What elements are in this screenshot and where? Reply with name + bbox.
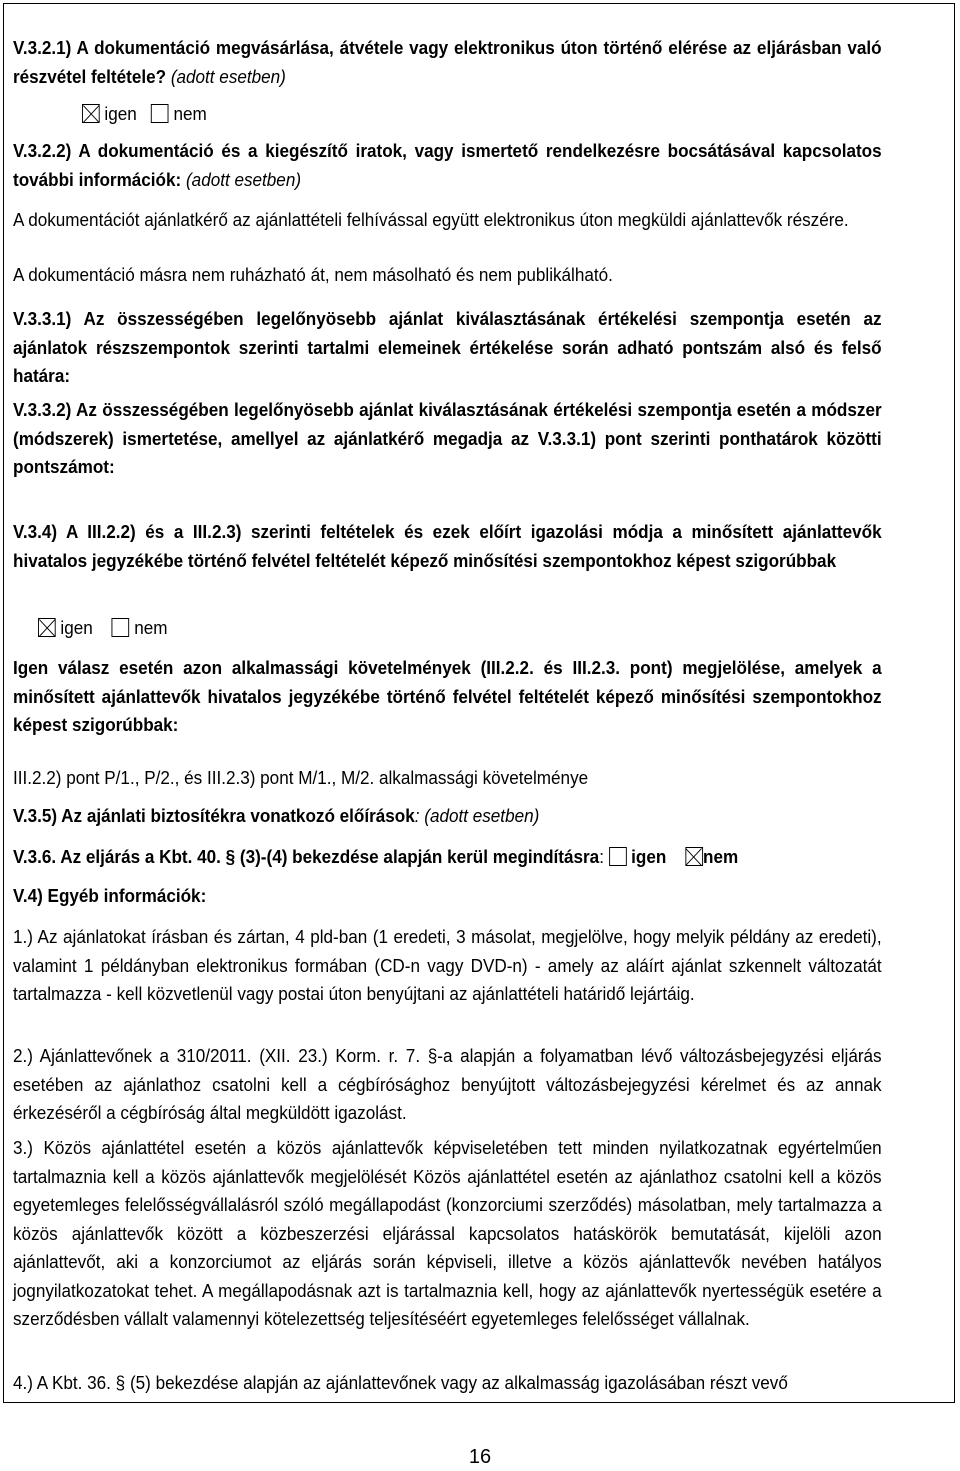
- section-v35: [13, 802, 882, 831]
- section-v322-note: (adott esetben): [185, 168, 302, 190]
- section-v332: V.3.3.2) Az összességében legelőnyösebb ajánlat kiválasztásának értékelési szempontja esetén a módszer (módszerek) ismertetése, amellyel az ajánlatkérő megadja az V.3.3.1) pont szerinti ponthatárok közötti pontszámot:: [13, 399, 882, 477]
- section-v36-text: V.3.6. Az eljárás a Kbt. 40. § (3)-(4) bekezdése alapján kerül megindításra: [13, 846, 600, 867]
- v4-item-1: 1.) Az ajánlatokat írásban és zártan, 4 pld-ban (1 eredeti, 3 másolat, megjelölve, hogy melyik példány az eredeti), valamint 1 példányban elektronikus formában (CD-n vagy DVD-n) - amely az aláírt ajánlat szkennelt változatát tartalmazza - kell közvetlenül vagy postai úton benyújtani az ajánlattételi határidő lejártáig.: [13, 926, 882, 1004]
- checkbox-igen[interactable]: [609, 847, 627, 866]
- option-label-nem: nem: [134, 617, 168, 638]
- section-v321-note: (adott esetben): [170, 65, 286, 87]
- section-v34-followup: Igen válasz esetén azon alkalmassági követelmények (III.2.2. és III.2.3. pont) megjelölése, amelyek a minősített ajánlattevők hivatalos jegyzékébe történő felvétel feltételét képező minősítési szempontokhoz képest szigorúbbak:: [13, 657, 882, 735]
- option-label-nem: nem: [173, 103, 207, 124]
- section-v321-options: [82, 100, 951, 129]
- section-v322-p2: A dokumentáció másra nem ruházható át, nem másolható és nem publikálható.: [13, 264, 613, 285]
- checkbox-igen-checked[interactable]: [82, 104, 100, 123]
- section-v36: [13, 843, 882, 872]
- section-v322: [13, 137, 882, 194]
- checkbox-igen-checked[interactable]: [38, 618, 56, 637]
- v4-item-4: 4.) A Kbt. 36. § (5) bekezdése alapján az ajánlattevőnek vagy az alkalmasság igazolásában részt vevő: [13, 1372, 788, 1393]
- checkbox-nem-checked[interactable]: [685, 847, 703, 866]
- option-label-igen: igen: [60, 617, 93, 638]
- checkbox-nem[interactable]: [151, 104, 169, 123]
- section-v34: V.3.4) A III.2.2) és a III.2.3) szerinti feltételek és ezek előírt igazolási módja a minősített ajánlattevők hivatalos jegyzékébe történő felvétel feltételét képező minősítési szempontokhoz képest szigorúbbak: [13, 521, 882, 571]
- page-number: 16: [468, 1446, 492, 1468]
- section-v4-heading: V.4) Egyéb információk:: [13, 885, 207, 906]
- option-label-igen: igen: [104, 103, 137, 124]
- section-v321-text: V.3.2.1) A dokumentáció megvásárlása, átvétele vagy elektronikus úton történő elérése az eljárásban való részvétel feltétele?: [13, 37, 882, 87]
- section-v321: [13, 34, 882, 91]
- section-v34-options: [38, 614, 907, 643]
- section-v322-p1: A dokumentációt ajánlatkérő az ajánlattételi felhívással együtt elektronikus úton megküldi ajánlattevők részére.: [13, 209, 849, 230]
- option-label-nem: nem: [703, 846, 739, 867]
- v4-item-3: 3.) Közös ajánlattétel esetén a közös ajánlattevők képviseletében tett minden nyilatkozatnak egyértelműen tartalmaznia kell a közös ajánlattevők megjelölését Közös ajánlattétel esetén az ajánlathoz csatolni kell a közös egyetemleges felelősségvállalásról szóló megállapodást (konzorciumi szerződés) másolatban, mely tartalmazza a közös ajánlattevők között a közbeszerzési eljárással kapcsolatos hatáskörök bemutatását, kijelöli azon ajánlattevőt, aki a konzorciumot az eljárás során képviseli, illetve a közös ajánlattevők nevében hatályos jognyilatkozatokat tehet. A megállapodásnak azt is tartalmaznia kell, hogy az ajánlattevők nyertességük esetére a szerződésben vállalt valamennyi kötelezettség teljesítéséért egyetemleges felelősséget vállalnak.: [13, 1137, 882, 1329]
- section-v35-note: : (adott esetben): [414, 805, 540, 826]
- section-v36-colon: :: [599, 846, 604, 867]
- option-label-igen: igen: [631, 846, 667, 867]
- checkbox-nem[interactable]: [112, 618, 130, 637]
- section-v322-text: V.3.2.2) A dokumentáció és a kiegészítő iratok, vagy ismertető rendelkezésre bocsátásával kapcsolatos további információk:: [13, 140, 882, 190]
- section-v35-text: V.3.5) Az ajánlati biztosítékra vonatkozó előírások: [13, 805, 415, 826]
- section-v331: V.3.3.1) Az összességében legelőnyösebb ajánlat kiválasztásának értékelési szempontja esetén az ajánlatok részszempontok szerinti tartalmi elemeinek értékelése során adható pontszám alsó és felső határa:: [13, 308, 882, 386]
- section-v34-answer: III.2.2) pont P/1., P/2., és III.2.3) pont M/1., M/2. alkalmassági követelménye: [13, 767, 589, 788]
- v4-item-2: 2.) Ajánlattevőnek a 310/2011. (XII. 23.) Korm. r. 7. §-a alapján a folyamatban lévő változásbejegyzési eljárás esetében az ajánlathoz csatolni kell a cégbírósághoz benyújtott változásbejegyzési kérelmet és az annak érkezéséről a cégbíróság által megküldött igazolást.: [13, 1045, 882, 1123]
